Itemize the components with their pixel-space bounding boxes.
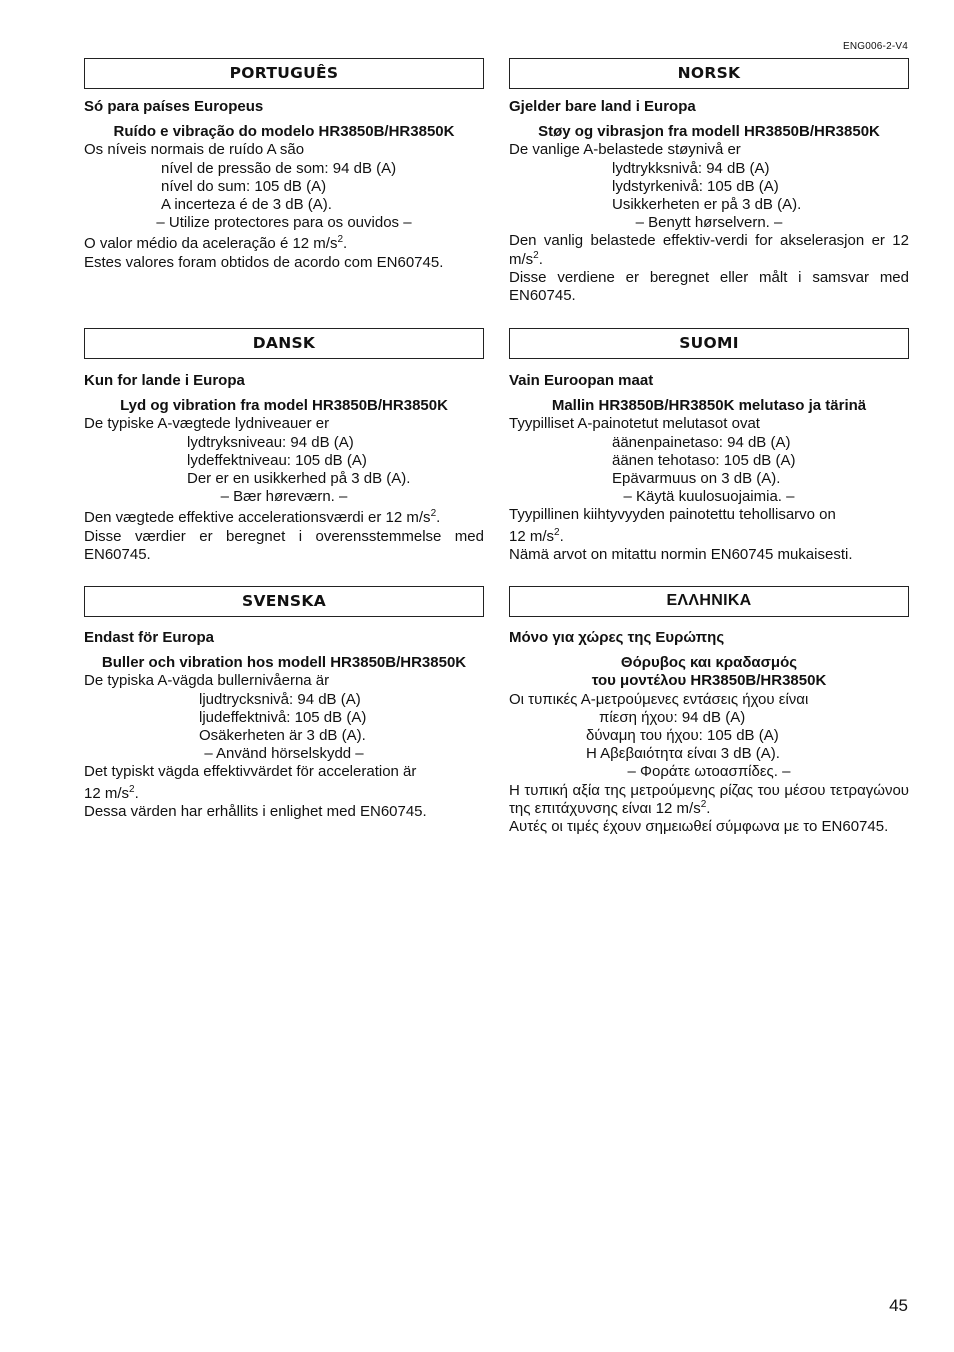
- sound-power-level: lydstyrkenivå: 105 dB (A): [612, 177, 779, 195]
- page-number: 45: [889, 1296, 908, 1315]
- section-subtitle: Støy og vibrasjon fra modell HR3850B/HR3850K: [538, 123, 880, 141]
- sound-pressure-level: ljudtrycksnivå: 94 dB (A): [199, 690, 361, 708]
- sound-pressure-level: äänenpainetaso: 94 dB (A): [612, 433, 791, 451]
- section-header: PORTUGUÊS: [84, 58, 484, 89]
- section-subtitle: Buller och vibration hos modell HR3850B/HR3850K: [101, 654, 467, 672]
- section-subtitle: Ruído e vibração do modelo HR3850B/HR3850K: [113, 123, 455, 141]
- uncertainty: Der er en usikkerhed på 3 dB (A).: [187, 470, 411, 488]
- ear-protection-warning: – Utilize protectores para os ouvidos –: [156, 214, 412, 232]
- standard-note: Αυτές οι τιμές έχουν σημειωθεί σύμφωνα με το EN60745.: [509, 818, 889, 836]
- region-note: Kun for lande i Europa: [84, 372, 245, 389]
- region-note: Gjelder bare land i Europa: [509, 98, 696, 115]
- sound-power-level: δύναμη του ήχου: 105 dB (A): [586, 727, 779, 745]
- section-norsk: [509, 58, 909, 305]
- acceleration-value: 12 $m/s^2$.: [509, 526, 564, 545]
- acceleration-value: Den vægtede effektive accelerationsværdi er 12 $m/s^2$.: [84, 508, 441, 527]
- noise-intro: De typiska A-vägda bullernivåerna är: [84, 672, 330, 690]
- noise-intro: Οι τυπικές Α-μετρούμενες εντάσεις ήχου είναι: [509, 690, 809, 708]
- region-note: Só para países Europeus: [84, 98, 264, 115]
- standard-note: Estes valores foram obtidos de acordo com EN60745.: [84, 253, 444, 271]
- region-note: Μόνο για χώρες της Ευρώπης: [509, 629, 725, 646]
- sound-power-level: ljudeffektnivå: 105 dB (A): [199, 708, 367, 726]
- ear-protection-warning: – Bær høreværn. –: [220, 488, 348, 506]
- section-header: ΕΛΛΗΝΙΚΑ: [509, 586, 909, 617]
- ear-protection-warning: – Använd hörselskydd –: [204, 745, 364, 763]
- sound-power-level: nível do sum: 105 dB (A): [161, 177, 327, 195]
- sound-power-level: äänen tehotaso: 105 dB (A): [612, 451, 796, 469]
- standard-note: Disse værdier er beregnet i overensstemmelse med EN60745.: [84, 527, 484, 563]
- document-code: ENG006-2-V4: [842, 41, 908, 52]
- section-portugues: [84, 58, 484, 272]
- section-header: DANSK: [84, 328, 484, 359]
- ear-protection-warning: – Käytä kuulosuojaimia. –: [623, 488, 795, 506]
- noise-intro: De vanlige A-belastede støynivå er: [509, 141, 741, 159]
- acceleration-intro: Det typiskt vägda effektivvärdet för acceleration är: [84, 763, 417, 781]
- standard-note: Disse verdiene er beregnet eller målt i samsvar med EN60745.: [509, 268, 909, 305]
- acceleration-value: Den vanlig belastede effektiv-verdi for akselerasjon er 12 $m/s^2$.: [509, 232, 909, 268]
- uncertainty: Osäkerheten är 3 dB (A).: [199, 727, 366, 745]
- sound-pressure-level: πίεση ήχου: 94 dB (A): [599, 708, 746, 726]
- noise-intro: Tyypilliset A-painotetut melutasot ovat: [509, 415, 760, 433]
- section-subtitle: Mallin HR3850B/HR3850K melutaso ja tärinä: [551, 397, 867, 415]
- section-subtitle: Lyd og vibration fra model HR3850B/HR3850K: [120, 397, 448, 415]
- sound-pressure-level: lydtrykksnivå: 94 dB (A): [612, 159, 770, 177]
- region-note: Endast för Europa: [84, 629, 215, 646]
- ear-protection-warning: – Benytt hørselvern. –: [635, 214, 783, 232]
- ear-protection-warning: – Φοράτε ωτοασπίδες. –: [627, 763, 791, 781]
- acceleration-value: 12 $m/s^2$.: [84, 783, 139, 802]
- section-header: SVENSKA: [84, 586, 484, 617]
- sound-pressure-level: nível de pressão de som: 94 dB (A): [161, 159, 397, 177]
- uncertainty: Epävarmuus on 3 dB (A).: [612, 470, 781, 488]
- uncertainty: Η Αβεβαιότητα είναι 3 dB (A).: [586, 745, 780, 763]
- standard-note: Nämä arvot on mitattu normin EN60745 mukaisesti.: [509, 545, 853, 563]
- noise-intro: Os níveis normais de ruído A são: [84, 141, 305, 159]
- uncertainty: Usikkerheten er på 3 dB (A).: [612, 196, 802, 214]
- section-ellinika: [509, 586, 909, 836]
- uncertainty: A incerteza é de 3 dB (A).: [161, 196, 332, 214]
- section-dansk: [84, 328, 484, 564]
- section-suomi: [509, 328, 909, 564]
- sound-pressure-level: lydtryksniveau: 94 dB (A): [187, 433, 354, 451]
- acceleration-value: Η τυπική αξία της μετρούμενης ρίζας του μέσου τετραγώνου της επιτάχυνσης είναι 12 $m/s^2$.: [509, 781, 909, 817]
- section-header: SUOMI: [509, 328, 909, 359]
- section-svenska: [84, 586, 484, 821]
- acceleration-value: O valor médio da aceleração é 12 $m/s^2$.: [84, 234, 348, 253]
- section-header: NORSK: [509, 58, 909, 89]
- sound-power-level: lydeffektniveau: 105 dB (A): [187, 451, 367, 469]
- acceleration-intro: Tyypillinen kiihtyvyyden painotettu tehollisarvo on: [509, 506, 836, 524]
- standard-note: Dessa värden har erhållits i enlighet med EN60745.: [84, 802, 427, 820]
- noise-intro: De typiske A-vægtede lydniveauer er: [84, 415, 330, 433]
- section-subtitle-model: του μοντέλου HR3850B/HR3850K: [591, 672, 827, 690]
- section-subtitle: Θόρυβος και κραδασμός: [620, 654, 798, 672]
- region-note: Vain Euroopan maat: [509, 372, 654, 389]
